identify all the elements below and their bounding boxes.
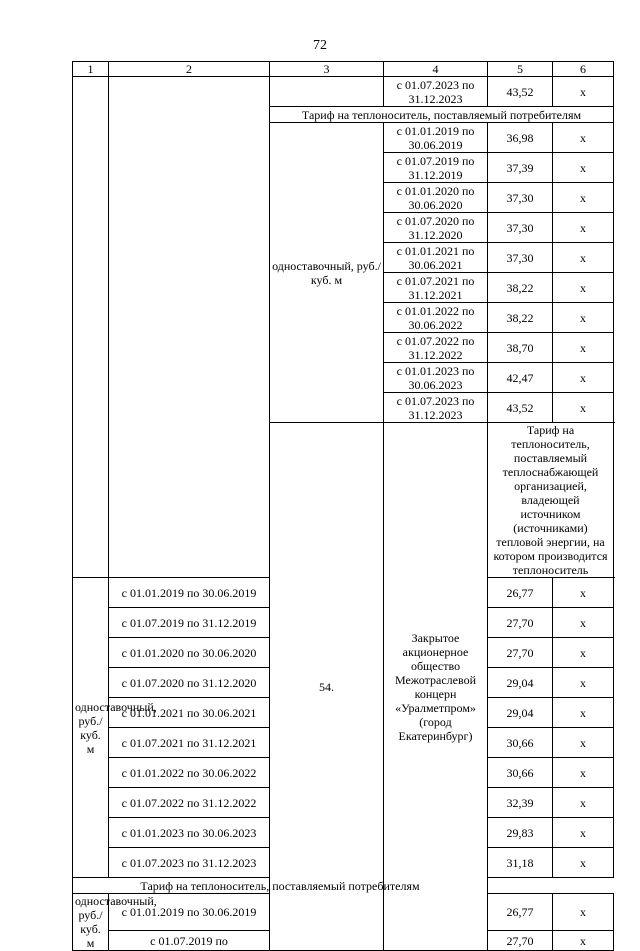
mark-cell: х (553, 123, 614, 153)
value-cell: 29,04 (488, 668, 553, 698)
period-cell: с 01.01.2021 по 30.06.2021 (384, 243, 488, 273)
mark-cell: х (553, 393, 614, 423)
value-cell: 43,52 (488, 77, 553, 107)
mark-cell: х (553, 363, 614, 393)
period-cell: с 01.07.2023 по 31.12.2023 (384, 393, 488, 423)
group-title: Тариф на теплоноситель, поставляемый потребителям (73, 878, 488, 894)
mark-cell: х (553, 728, 614, 758)
period-cell: с 01.07.2021 по 31.12.2021 (384, 273, 488, 303)
period-cell: с 01.07.2020 по 31.12.2020 (109, 668, 270, 698)
value-cell: 26,77 (488, 578, 553, 608)
mark-cell: х (553, 758, 614, 788)
period-cell: с 01.07.2022 по 31.12.2022 (109, 788, 270, 818)
row-number-cell: 54. (270, 423, 384, 951)
value-cell: 31,18 (488, 848, 553, 878)
mark-cell: х (553, 77, 614, 107)
mark-cell: х (553, 638, 614, 668)
value-cell: 30,66 (488, 728, 553, 758)
unit-cell: одноставочный, руб./куб. м (270, 123, 384, 423)
unit-cell (270, 77, 384, 107)
mark-cell: х (553, 848, 614, 878)
mark-cell: х (553, 183, 614, 213)
period-cell: с 01.01.2019 по 30.06.2019 (384, 123, 488, 153)
unit-cell: одноставочный, руб./куб. м (73, 894, 109, 951)
value-cell: 38,22 (488, 303, 553, 333)
group-row (73, 878, 614, 894)
group-title: Тариф на теплоноситель, поставляемый теплоснабжающей организацией, владеющей источником (источниками) тепловой энергии, на котором производится теплоноситель (488, 423, 614, 578)
group-title: Тариф на теплоноситель, поставляемый потребителям (270, 107, 614, 123)
period-cell: с 01.07.2019 по 31.12.2019 (109, 608, 270, 638)
mark-cell: х (553, 243, 614, 273)
mark-cell: х (553, 153, 614, 183)
column-number: 6 (553, 62, 614, 77)
value-cell: 38,22 (488, 273, 553, 303)
period-cell: с 01.01.2019 по 30.06.2019 (109, 894, 270, 931)
period-cell: с 01.07.2023 по 31.12.2023 (109, 848, 270, 878)
value-cell: 42,47 (488, 363, 553, 393)
mark-cell: х (553, 668, 614, 698)
value-cell: 37,30 (488, 183, 553, 213)
value-cell: 32,39 (488, 788, 553, 818)
column-number: 3 (270, 62, 384, 77)
period-cell: с 01.07.2019 по (109, 931, 270, 951)
mark-cell: х (553, 303, 614, 333)
mark-cell: х (553, 931, 614, 951)
period-cell: с 01.01.2021 по 30.06.2021 (109, 698, 270, 728)
value-cell: 30,66 (488, 758, 553, 788)
value-cell: 29,04 (488, 698, 553, 728)
mark-cell: х (553, 608, 614, 638)
organization-cell: Закрытое акционерное общество Межотраслевой концерн «Уралметпром» (город Екатеринбург) (384, 423, 488, 951)
value-cell: 29,83 (488, 818, 553, 848)
period-cell: с 01.01.2022 по 30.06.2022 (384, 303, 488, 333)
mark-cell: х (553, 788, 614, 818)
column-number: 5 (488, 62, 553, 77)
table-row (73, 77, 614, 107)
mark-cell: х (553, 818, 614, 848)
period-cell: с 01.07.2023 по 31.12.2023 (384, 77, 488, 107)
value-cell: 37,30 (488, 243, 553, 273)
period-cell: с 01.01.2023 по 30.06.2023 (384, 363, 488, 393)
period-cell: с 01.01.2020 по 30.06.2020 (109, 638, 270, 668)
period-cell: с 01.07.2021 по 31.12.2021 (109, 728, 270, 758)
period-cell: с 01.01.2023 по 30.06.2023 (109, 818, 270, 848)
value-cell: 43,52 (488, 393, 553, 423)
mark-cell: х (553, 578, 614, 608)
tariff-table (72, 61, 614, 951)
column-number: 2 (109, 62, 270, 77)
period-cell: с 01.01.2020 по 30.06.2020 (384, 183, 488, 213)
mark-cell: х (553, 213, 614, 243)
period-cell: с 01.01.2022 по 30.06.2022 (109, 758, 270, 788)
value-cell: 27,70 (488, 608, 553, 638)
mark-cell: х (553, 698, 614, 728)
value-cell: 27,70 (488, 931, 553, 951)
period-cell: с 01.07.2022 по 31.12.2022 (384, 333, 488, 363)
mark-cell: х (553, 273, 614, 303)
period-cell: с 01.01.2019 по 30.06.2019 (109, 578, 270, 608)
value-cell: 37,39 (488, 153, 553, 183)
page-number: 72 (313, 38, 327, 53)
row-number-cell (73, 77, 109, 578)
value-cell: 27,70 (488, 638, 553, 668)
value-cell: 37,30 (488, 213, 553, 243)
value-cell: 26,77 (488, 894, 553, 931)
unit-cell: одноставочный, руб./куб. м (73, 578, 109, 878)
organization-cell (109, 77, 270, 578)
period-cell: с 01.07.2020 по 31.12.2020 (384, 213, 488, 243)
column-number: 1 (73, 62, 109, 77)
mark-cell: х (553, 894, 614, 931)
period-cell: с 01.07.2019 по 31.12.2019 (384, 153, 488, 183)
value-cell: 36,98 (488, 123, 553, 153)
column-number-row (73, 62, 614, 77)
mark-cell: х (553, 333, 614, 363)
value-cell: 38,70 (488, 333, 553, 363)
column-number: 4 (384, 62, 488, 77)
